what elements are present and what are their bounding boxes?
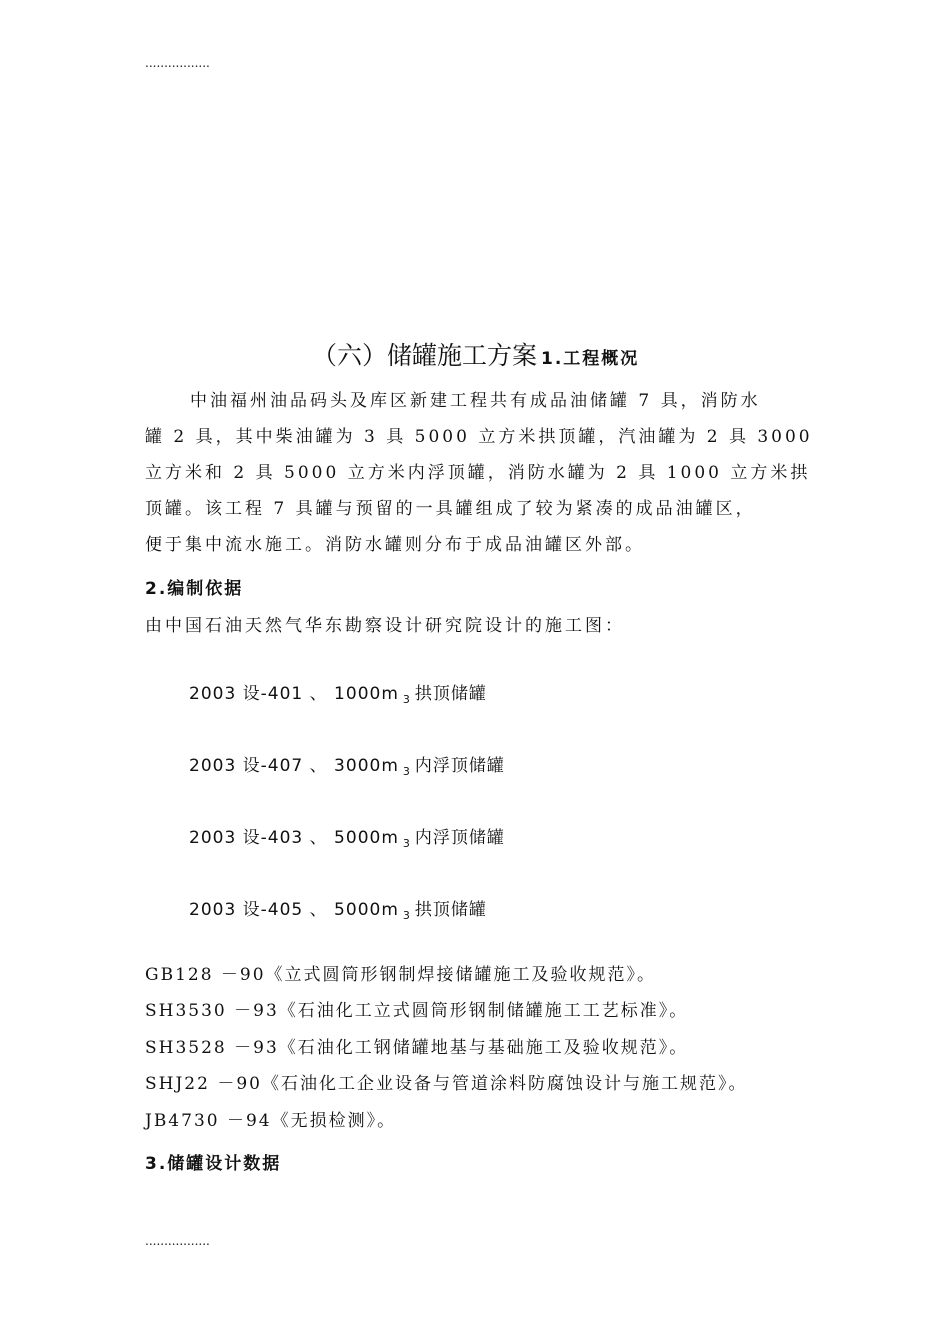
unit-subscript: 3 [402,765,411,778]
footer-dots: ................. [145,1234,210,1248]
drawing-number: 2003 设-405 、 5000m [189,900,399,920]
overview-paragraph [145,383,813,563]
unit-subscript: 3 [402,693,411,706]
paragraph-line: 中油福州油品码头及库区新建工程共有成品油储罐 7 具，消防水 [190,391,761,411]
drawing-title: 内浮顶储罐 [414,828,505,848]
paragraph-line: 顶罐。该工程 7 具罐与预留的一具罐组成了较为紧凑的成品油罐区， [145,499,756,519]
paragraph-line: 便于集中流水施工。消防水罐则分布于成品油罐区外部。 [145,535,645,555]
header-dots: ................. [145,56,210,70]
drawing-item [189,679,487,704]
unit-subscript: 3 [402,837,411,850]
document-title [312,336,639,372]
drawing-number: 2003 设-401 、 1000m [189,684,399,704]
drawing-item [189,751,505,776]
drawing-title: 拱顶储罐 [414,684,487,704]
unit-subscript: 3 [402,909,411,922]
page-title: （六）储罐施工方案 [312,341,538,370]
paragraph-line: 罐 2 具，其中柴油罐为 3 具 5000 立方米拱顶罐，汽油罐为 2 具 3000 [145,427,813,447]
section-heading-overview: 1.工程概况 [541,349,640,369]
standard-reference: SHJ22 －90《石油化工企业设备与管道涂料防腐蚀设计与施工规范》。 [145,1074,748,1094]
drawing-title: 内浮顶储罐 [414,756,505,776]
standard-reference: SH3530 －93《石油化工立式圆筒形钢制储罐施工工艺标准》。 [145,1001,689,1021]
drawing-number: 2003 设-407 、 3000m [189,756,399,776]
standard-reference: SH3528 －93《石油化工钢储罐地基与基础施工及验收规范》。 [145,1038,689,1058]
standard-reference: JB4730 －94《无损检测》。 [145,1111,397,1131]
basis-intro: 由中国石油天然气华东勘察设计研究院设计的施工图： [145,616,625,636]
drawing-item [189,895,487,920]
paragraph-line: 立方米和 2 具 5000 立方米内浮顶罐，消防水罐为 2 具 1000 立方米拱 [145,463,811,483]
drawing-title: 拱顶储罐 [414,900,487,920]
standard-reference: GB128 －90《立式圆筒形钢制焊接储罐施工及验收规范》。 [145,965,657,985]
drawing-item [189,823,505,848]
section-heading-basis: 2.编制依据 [145,579,244,599]
section-heading-design-data: 3.储罐设计数据 [145,1154,282,1174]
drawing-number: 2003 设-403 、 5000m [189,828,399,848]
